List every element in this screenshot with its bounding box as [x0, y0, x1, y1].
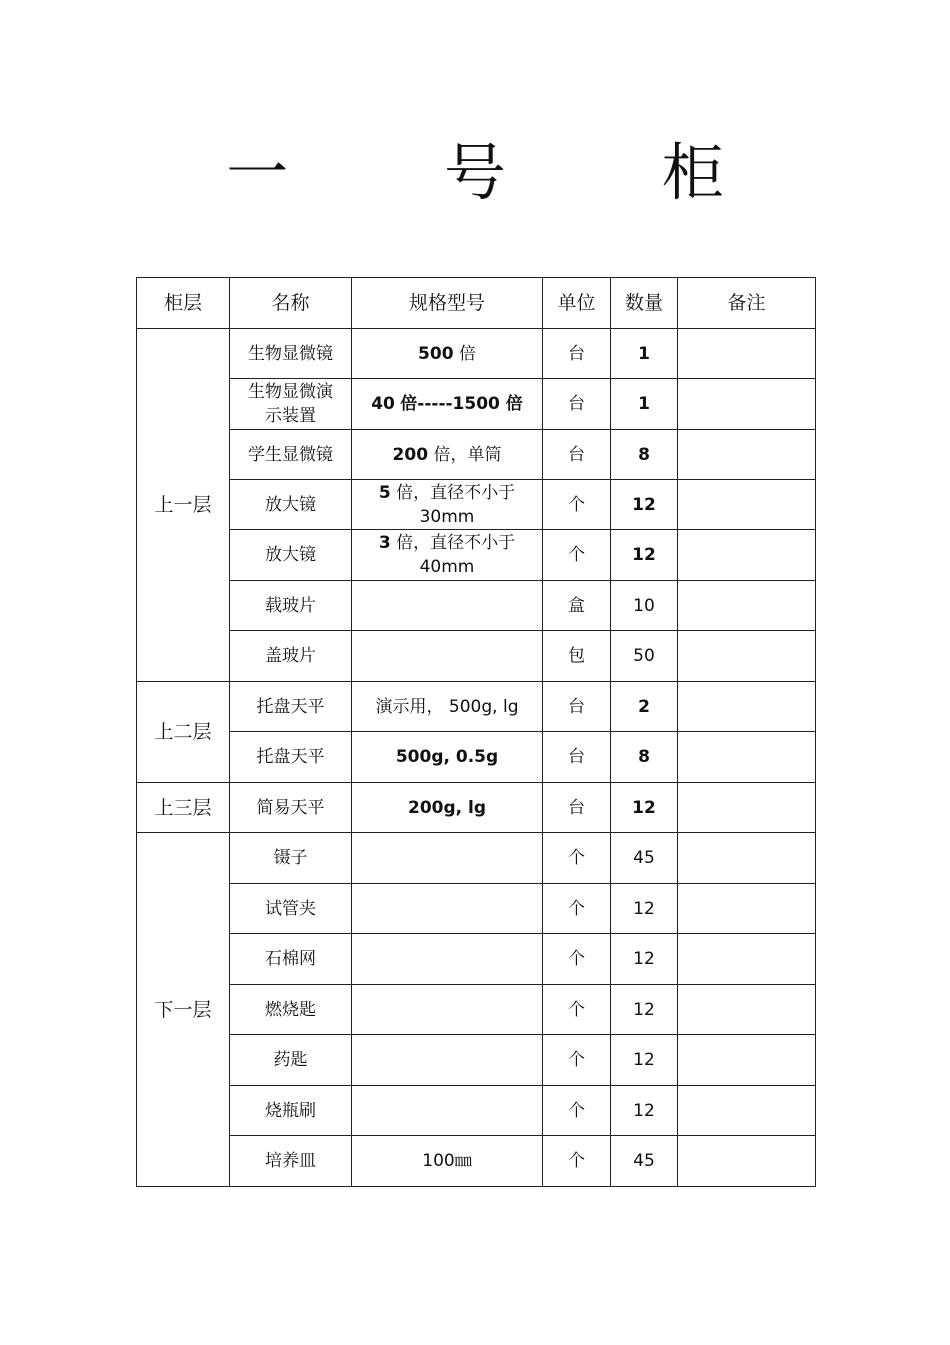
table-row: [137, 631, 816, 682]
item-note: [678, 581, 816, 631]
item-qty: 1: [611, 329, 678, 379]
layer-cell-upper-1: 上一层: [137, 329, 230, 682]
item-name: 石棉网: [230, 934, 352, 985]
table-row: [137, 682, 816, 732]
table-row: [137, 480, 816, 530]
header-unit: 单位: [543, 278, 611, 329]
spec-text: 倍-----1500 倍: [400, 394, 523, 414]
layer-cell-upper-2: 上二层: [137, 682, 230, 783]
header-layer: 柜层: [137, 278, 230, 329]
table-row: [137, 783, 816, 833]
item-spec: 500g, 0.5g: [352, 732, 543, 783]
item-qty: 2: [611, 682, 678, 732]
item-qty: 12: [611, 783, 678, 833]
spec-number: 500: [418, 343, 454, 364]
item-name: 生物显微演示装置: [230, 379, 352, 430]
table-row: [137, 530, 816, 581]
item-unit: 台: [543, 430, 611, 480]
item-unit: 个: [543, 530, 611, 581]
spec-text: 倍，直径不小于 30mm: [396, 482, 516, 527]
item-unit: 台: [543, 379, 611, 430]
item-unit: 盒: [543, 581, 611, 631]
table-row: [137, 581, 816, 631]
item-note: [678, 1136, 816, 1187]
table-row: [137, 430, 816, 480]
item-unit: 个: [543, 480, 611, 530]
item-spec: [352, 985, 543, 1035]
item-qty: 12: [611, 934, 678, 985]
item-spec: [352, 530, 543, 581]
header-note: 备注: [678, 278, 816, 329]
table-row: [137, 1086, 816, 1136]
item-qty: 8: [611, 732, 678, 783]
item-unit: 个: [543, 1086, 611, 1136]
table-row: [137, 833, 816, 884]
header-name: 名称: [230, 278, 352, 329]
spec-number: 3: [378, 533, 391, 553]
item-spec: 100㎜: [352, 1136, 543, 1187]
item-name: 培养皿: [230, 1136, 352, 1187]
item-spec: [352, 1035, 543, 1086]
item-qty: 12: [611, 1035, 678, 1086]
item-spec: [352, 430, 543, 480]
item-name: 载玻片: [230, 581, 352, 631]
item-qty: 12: [611, 985, 678, 1035]
item-spec: [352, 1086, 543, 1136]
item-note: [678, 884, 816, 934]
table-row: [137, 379, 816, 430]
item-name: 燃烧匙: [230, 985, 352, 1035]
item-spec: [352, 833, 543, 884]
spec-text: 倍，单筒: [433, 444, 502, 465]
item-qty: 12: [611, 530, 678, 581]
layer-cell-lower-1: 下一层: [137, 833, 230, 1187]
table-row: [137, 934, 816, 985]
item-note: [678, 480, 816, 530]
item-unit: 个: [543, 833, 611, 884]
item-qty: 12: [611, 1086, 678, 1136]
item-unit: 个: [543, 1136, 611, 1187]
item-name: 放大镜: [230, 480, 352, 530]
table-row: [137, 1035, 816, 1086]
item-name: 托盘天平: [230, 732, 352, 783]
item-unit: 台: [543, 329, 611, 379]
item-spec: [352, 934, 543, 985]
item-unit: 个: [543, 934, 611, 985]
item-qty: 50: [611, 631, 678, 682]
item-name: 学生显微镜: [230, 430, 352, 480]
header-qty: 数量: [611, 278, 678, 329]
item-qty: 12: [611, 480, 678, 530]
item-name: 烧瓶刷: [230, 1086, 352, 1136]
item-spec: [352, 581, 543, 631]
item-qty: 10: [611, 581, 678, 631]
item-name: 镊子: [230, 833, 352, 884]
table-row: [137, 884, 816, 934]
item-unit: 个: [543, 1035, 611, 1086]
item-spec: [352, 480, 543, 530]
spec-text: 倍，直径不小于 40mm: [396, 533, 516, 577]
item-name: 放大镜: [230, 530, 352, 581]
item-unit: 台: [543, 682, 611, 732]
inventory-table: [136, 277, 816, 1187]
table-row: [137, 329, 816, 379]
item-unit: 个: [543, 985, 611, 1035]
page-title: 一 号 柜: [226, 136, 792, 209]
item-qty: 8: [611, 430, 678, 480]
item-note: [678, 732, 816, 783]
item-spec: [352, 329, 543, 379]
item-spec: [352, 884, 543, 934]
item-name: 盖玻片: [230, 631, 352, 682]
item-name: 简易天平: [230, 783, 352, 833]
item-note: [678, 631, 816, 682]
table-header-row: [137, 278, 816, 329]
item-name: 药匙: [230, 1035, 352, 1086]
item-spec: 演示用， 500g, lg: [352, 682, 543, 732]
item-unit: 台: [543, 732, 611, 783]
spec-text: 倍: [458, 343, 476, 364]
item-name: 托盘天平: [230, 682, 352, 732]
spec-number: 40: [371, 394, 395, 414]
header-spec: 规格型号: [352, 278, 543, 329]
layer-cell-upper-3: 上三层: [137, 783, 230, 833]
table-row: [137, 985, 816, 1035]
item-note: [678, 430, 816, 480]
item-qty: 1: [611, 379, 678, 430]
item-unit: 个: [543, 884, 611, 934]
item-note: [678, 1086, 816, 1136]
item-spec: [352, 379, 543, 430]
item-spec: 200g, lg: [352, 783, 543, 833]
item-note: [678, 985, 816, 1035]
item-spec: [352, 631, 543, 682]
item-note: [678, 783, 816, 833]
item-unit: 包: [543, 631, 611, 682]
table-row: [137, 1136, 816, 1187]
item-qty: 45: [611, 833, 678, 884]
spec-number: 5: [378, 482, 391, 503]
item-note: [678, 530, 816, 581]
table-row: [137, 732, 816, 783]
item-name: 试管夹: [230, 884, 352, 934]
item-note: [678, 1035, 816, 1086]
item-qty: 45: [611, 1136, 678, 1187]
item-note: [678, 682, 816, 732]
item-note: [678, 379, 816, 430]
item-qty: 12: [611, 884, 678, 934]
item-note: [678, 329, 816, 379]
item-note: [678, 934, 816, 985]
item-unit: 台: [543, 783, 611, 833]
item-name: 生物显微镜: [230, 329, 352, 379]
item-note: [678, 833, 816, 884]
spec-number: 200: [392, 444, 429, 465]
